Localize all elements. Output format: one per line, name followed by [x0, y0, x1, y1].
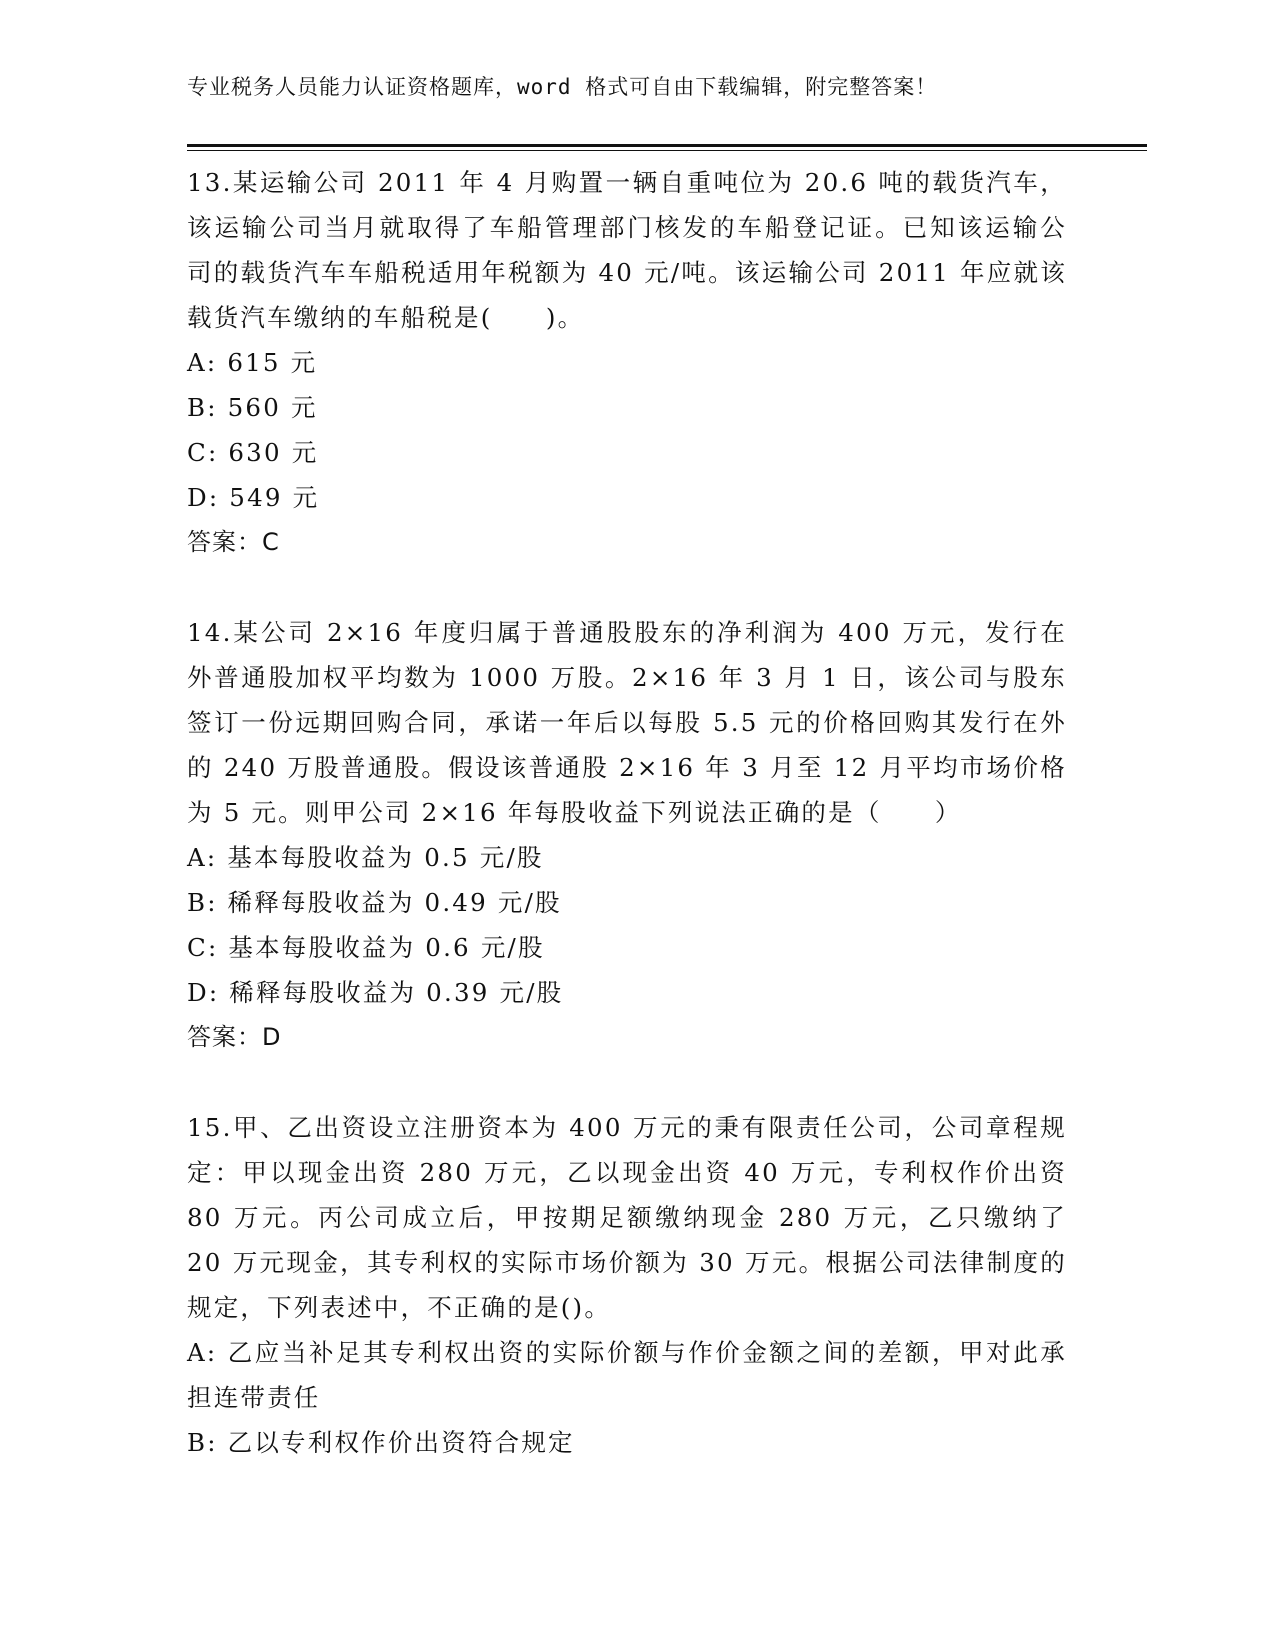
page-header: 专业税务人员能力认证资格题库，word 格式可自由下载编辑，附完整答案！: [187, 75, 938, 99]
option-b: B: 乙以专利权作价出资符合规定: [187, 1428, 575, 1457]
header-rule-thin: [187, 150, 1147, 151]
option-d: D: 549 元: [187, 483, 320, 512]
option-c: C: 基本每股收益为 0.6 元/股: [187, 933, 545, 962]
option-d: D: 稀释每股收益为 0.39 元/股: [187, 978, 564, 1007]
question-text: 13.某运输公司 2011 年 4 月购置一辆自重吨位为 20.6 吨的载货汽车，该运输公司当月就取得了车船管理部门核发的车船登记证。已知该运输公司的载货汽车车船税适用年税额为 40 元/吨。该运输公司 2011 年应就该载货汽车缴纳的车船税是( )。: [187, 168, 1067, 332]
document-body: [187, 160, 1067, 1465]
option-b: B: 560 元: [187, 393, 318, 422]
answer: 答案：C: [187, 528, 280, 556]
option-a: A: 615 元: [187, 348, 318, 377]
question-spacer: [187, 1060, 1067, 1105]
question-14: [187, 610, 1067, 1060]
question-text: 15.甲、乙出资设立注册资本为 400 万元的秉有限责任公司，公司章程规定：甲以现金出资 280 万元，乙以现金出资 40 万元，专利权作价出资 80 万元。丙公司成立后，甲按期足额缴纳现金 280 万元，乙只缴纳了 20 万元现金，其专利权的实际市场价额为 30 万元。根据公司法律制度的规定，下列表述中，不正确的是()。: [187, 1113, 1067, 1322]
option-b: B: 稀释每股收益为 0.49 元/股: [187, 888, 562, 917]
question-13: [187, 160, 1067, 565]
answer: 答案：D: [187, 1023, 282, 1051]
option-a: A: 乙应当补足其专利权出资的实际价额与作价金额之间的差额，甲对此承担连带责任: [187, 1338, 1067, 1412]
question-text: 14.某公司 2×16 年度归属于普通股股东的净利润为 400 万元，发行在外普通股加权平均数为 1000 万股。2×16 年 3 月 1 日，该公司与股东签订一份远期回购合同，承诺一年后以每股 5.5 元的价格回购其发行在外的 240 万股普通股。假设该普通股 2×16 年 3 月至 12 月平均市场价格为 5 元。则甲公司 2×16 年每股收益下列说法正确的是（ ）: [187, 618, 1067, 827]
option-a: A: 基本每股收益为 0.5 元/股: [187, 843, 544, 872]
option-c: C: 630 元: [187, 438, 319, 467]
question-spacer: [187, 565, 1067, 610]
question-15: [187, 1105, 1067, 1465]
header-rule-thick: [187, 144, 1147, 147]
